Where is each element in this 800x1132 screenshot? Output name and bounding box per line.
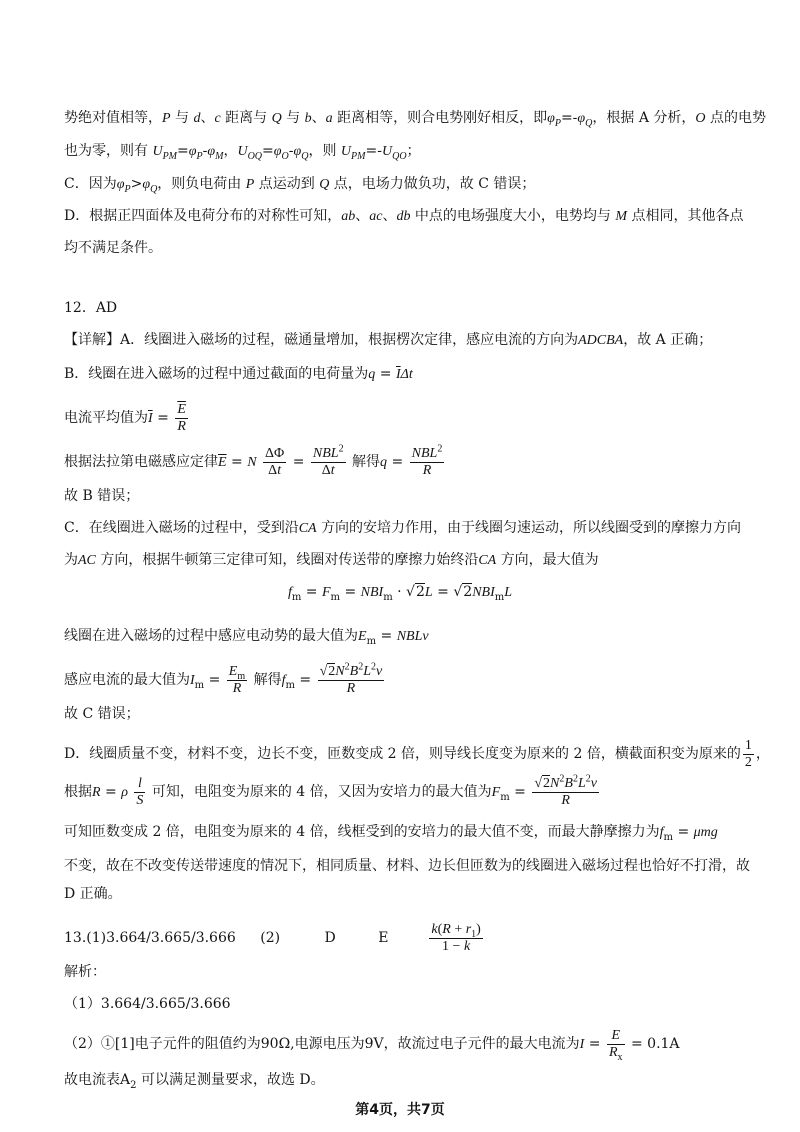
fraction: $\frac{\overline{E}}{R}$: [177, 401, 186, 434]
question-header: 13.(1)3.664/3.665/3.666 (2) D E $\frac{k(R + r_1)}{1 - k}$: [64, 921, 481, 954]
text-line: B．线圈在进入磁场的过程中通过截面的电荷量为$q = \overline{I}\Delta t$: [64, 366, 413, 382]
text-line: 根据法拉第电磁感应定律$\overline{E} = N$ $\frac{\Delta\Phi}{\Delta t}$ = $\frac{NBL^2}{\Delta t}$ 解得q = $\frac{NBL^2}{R}$: [64, 442, 443, 478]
question-header: 12．AD: [64, 300, 118, 316]
text-line: 势绝对值相等，P 与 d、c 距离与 Q 与 b、a 距离相等，则合电势刚好相反，即$\varphi_P=-\varphi_Q$，根据 A 分析，O 点的电势: [64, 110, 766, 129]
text-line: D 正确。: [64, 886, 122, 902]
text-line: 解析：: [64, 964, 106, 980]
text-line: 也为零，则有 $U_{PM}=\varphi_P-\varphi_M$，$U_{OQ}=\varphi_O-\varphi_Q$，则 $U_{PM}=-U_{QO}$；: [64, 143, 421, 162]
text-line: 故电流表$A_2$ 可以满足测量要求，故选 D。: [64, 1072, 325, 1091]
text-line: 可知匝数变成 2 倍，电阻变为原来的 4 倍，线框受到的安培力的最大值不变，而最大静摩擦力为$f_m = \mu mg$: [64, 824, 718, 843]
text-line: （2）①[1]电子元件的阻值约为90Ω,电源电压为9V，故流过电子元件的最大电流为I = $\frac{E}{R_x}$ = 0.1A: [64, 1027, 680, 1063]
page-footer: 第4页，共7页: [355, 1102, 445, 1118]
text-line: 不变，故在不改变传送带速度的情况下，相同质量、材料、边长但匝数为的线圈进入磁场过程也恰好不打滑，故: [64, 858, 750, 874]
text-line: C．因为$\varphi_P>\varphi_Q$，则负电荷由 P 点运动到 Q 点，电场力做负功，故 C 错误；: [64, 176, 536, 195]
text-line: 故 C 错误；: [64, 706, 140, 722]
text-line: （1）3.664/3.665/3.666: [64, 996, 231, 1012]
text-line: 电流平均值为$\overline{I}$ = $\frac{\overline{E}}{R}$: [64, 401, 186, 434]
text-line: 故 B 错误；: [64, 488, 140, 504]
text-line: D．线圈质量不变，材料不变，边长不变，匝数变成 2 倍，则导线长度变为原来的 2 倍，横截面积变为原来的 $\frac{1}{2}$ ，: [64, 737, 770, 770]
text-line: C．在线圈进入磁场的过程中，受到沿CA 方向的安培力作用，由于线圈匀速运动，所以线圈受到的摩擦力方向: [64, 520, 742, 536]
text-line: 均不满足条件。: [64, 240, 162, 256]
text-line: D．根据正四面体及电荷分布的对称性可知，ab、ac、db 中点的电场强度大小，电势均与 M 点相同，其他各点: [64, 208, 744, 224]
text-line: 感应电流的最大值为$I_m$ = $\frac{E_m}{R}$ 解得$f_m$ = $\frac{√2N^2B^2L^2v}{R}$: [64, 660, 383, 696]
text-line: 为AC 方向，根据牛顿第三定律可知，线圈对传送带的摩擦力始终沿CA 方向，最大值为: [64, 552, 599, 568]
text-line: 根据R = ρ $\frac{l}{S}$ 可知，电阻变为原来的 4 倍，又因为安培力的最大值为$F_m$ = $\frac{√2N^2B^2L^2v}{R}$: [64, 772, 597, 808]
equation: $f_m = F_m = NBI_m \cdot √2L = √2NBI_mL$: [287, 584, 513, 603]
text-line: 【详解】A．线圈进入磁场的过程，磁通量增加，根据楞次定律，感应电流的方向为ADCBA，故 A 正确；: [64, 332, 713, 348]
text-line: 线圈在进入磁场的过程中感应电动势的最大值为$E_m$ = NBLv: [64, 628, 429, 647]
